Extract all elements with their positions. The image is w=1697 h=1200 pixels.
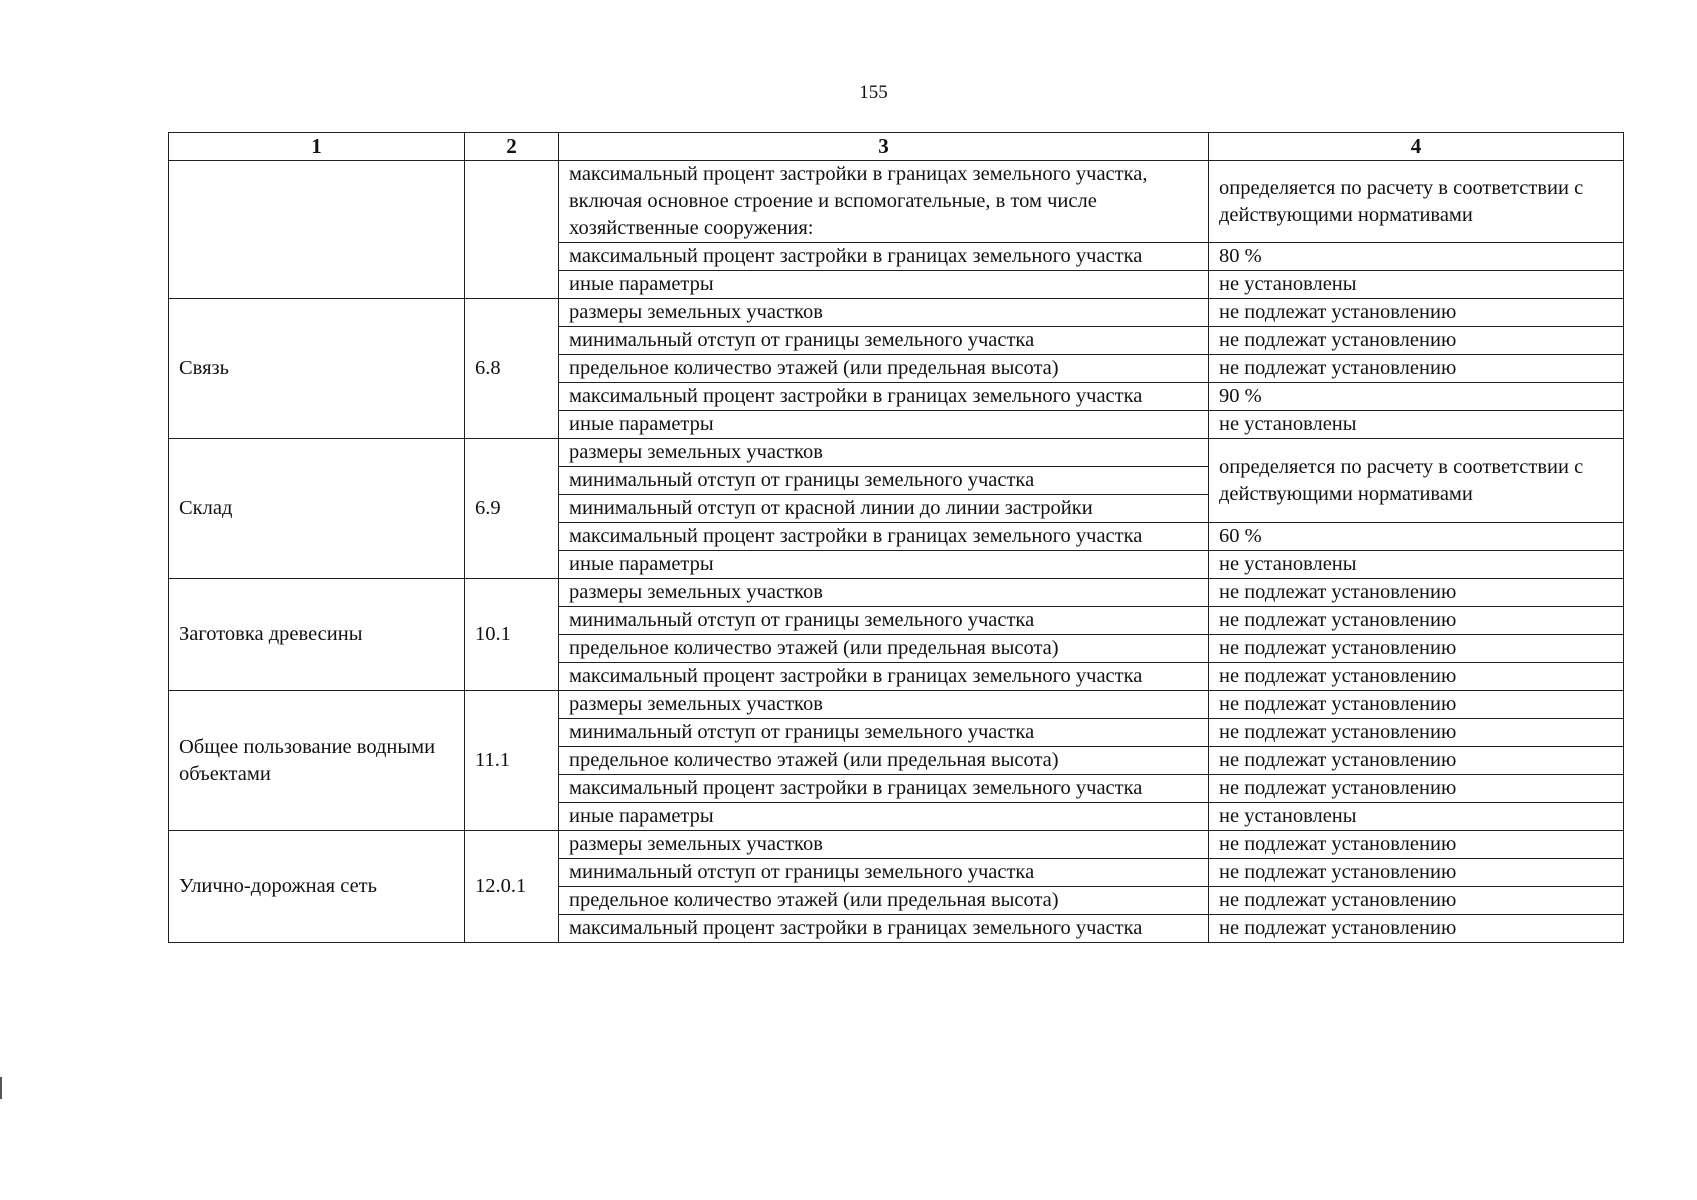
- parameter-value: не установлены: [1209, 551, 1624, 579]
- parameter-value: не подлежат установлению: [1209, 663, 1624, 691]
- parameter-name: размеры земельных участков: [559, 831, 1209, 859]
- use-type-code: 11.1: [465, 691, 559, 831]
- parameter-value: не подлежат установлению: [1209, 719, 1624, 747]
- table-header-row: [169, 133, 1624, 161]
- parameter-value: не подлежат установлению: [1209, 747, 1624, 775]
- parameter-name: иные параметры: [559, 551, 1209, 579]
- parameter-value: не подлежат установлению: [1209, 831, 1624, 859]
- parameter-name: минимальный отступ от границы земельного участка: [559, 719, 1209, 747]
- parameter-name: размеры земельных участков: [559, 439, 1209, 467]
- table-row: [169, 691, 1624, 719]
- parameter-value: не подлежат установлению: [1209, 355, 1624, 383]
- column-header-2: 2: [465, 133, 559, 161]
- parameter-name: максимальный процент застройки в границах земельного участка: [559, 915, 1209, 943]
- parameter-name: минимальный отступ от границы земельного участка: [559, 327, 1209, 355]
- column-header-1: 1: [169, 133, 465, 161]
- parameter-value: не подлежат установлению: [1209, 775, 1624, 803]
- use-type-code: 10.1: [465, 579, 559, 691]
- parameter-name: предельное количество этажей (или предельная высота): [559, 635, 1209, 663]
- table-row: [169, 579, 1624, 607]
- parameter-value: не подлежат установлению: [1209, 579, 1624, 607]
- column-header-3: 3: [559, 133, 1209, 161]
- parameter-value: 90 %: [1209, 383, 1624, 411]
- parameter-name: предельное количество этажей (или предельная высота): [559, 355, 1209, 383]
- parameter-name: минимальный отступ от границы земельного участка: [559, 859, 1209, 887]
- scan-edge-mark: [0, 1077, 6, 1099]
- use-type-name: Заготовка древесины: [169, 579, 465, 691]
- use-type-name: Общее пользование водными объектами: [169, 691, 465, 831]
- parameter-name: иные параметры: [559, 803, 1209, 831]
- parameter-value: не подлежат установлению: [1209, 635, 1624, 663]
- parameter-value: не подлежат установлению: [1209, 887, 1624, 915]
- use-type-code: 6.8: [465, 299, 559, 439]
- use-type-code: [465, 161, 559, 299]
- parameter-name: максимальный процент застройки в границах земельного участка: [559, 775, 1209, 803]
- parameter-name: максимальный процент застройки в границах земельного участка: [559, 663, 1209, 691]
- parameter-name: размеры земельных участков: [559, 299, 1209, 327]
- parameter-value: не установлены: [1209, 411, 1624, 439]
- table-row: [169, 439, 1624, 467]
- parameter-value: не подлежат установлению: [1209, 299, 1624, 327]
- use-type-name: Склад: [169, 439, 465, 579]
- parameter-name: предельное количество этажей (или предельная высота): [559, 887, 1209, 915]
- parameter-value: определяется по расчету в соответствии с действующими нормативами: [1209, 161, 1624, 243]
- parameter-value: не подлежат установлению: [1209, 859, 1624, 887]
- parameter-name: иные параметры: [559, 411, 1209, 439]
- column-header-4: 4: [1209, 133, 1624, 161]
- parameter-name: размеры земельных участков: [559, 579, 1209, 607]
- table-row: [169, 161, 1624, 243]
- parameter-value: не подлежат установлению: [1209, 327, 1624, 355]
- parameter-name: иные параметры: [559, 271, 1209, 299]
- parameter-name: максимальный процент застройки в границах земельного участка: [559, 523, 1209, 551]
- parameter-value: не подлежат установлению: [1209, 915, 1624, 943]
- use-type-code: 12.0.1: [465, 831, 559, 943]
- parameter-name: максимальный процент застройки в границах земельного участка, включая основное строение и вспомогательные, в том числе хозяйственные сооружения:: [559, 161, 1209, 243]
- parameter-name: минимальный отступ от границы земельного участка: [559, 607, 1209, 635]
- parameter-value: не установлены: [1209, 803, 1624, 831]
- page-number: 155: [859, 82, 888, 103]
- parameter-name: минимальный отступ от границы земельного участка: [559, 467, 1209, 495]
- parameter-value: определяется по расчету в соответствии с действующими нормативами: [1209, 439, 1624, 523]
- land-use-parameters-table: [168, 132, 1624, 943]
- use-type-code: 6.9: [465, 439, 559, 579]
- table-row: [169, 831, 1624, 859]
- parameter-name: размеры земельных участков: [559, 691, 1209, 719]
- parameter-value: не подлежат установлению: [1209, 691, 1624, 719]
- parameter-value: не установлены: [1209, 271, 1624, 299]
- parameter-value: 80 %: [1209, 243, 1624, 271]
- use-type-name: Связь: [169, 299, 465, 439]
- use-type-name: Улично-дорожная сеть: [169, 831, 465, 943]
- use-type-name: [169, 161, 465, 299]
- parameter-name: минимальный отступ от красной линии до линии застройки: [559, 495, 1209, 523]
- table-row: [169, 299, 1624, 327]
- parameter-name: предельное количество этажей (или предельная высота): [559, 747, 1209, 775]
- parameter-value: 60 %: [1209, 523, 1624, 551]
- parameter-name: максимальный процент застройки в границах земельного участка: [559, 383, 1209, 411]
- parameter-value: не подлежат установлению: [1209, 607, 1624, 635]
- parameter-name: максимальный процент застройки в границах земельного участка: [559, 243, 1209, 271]
